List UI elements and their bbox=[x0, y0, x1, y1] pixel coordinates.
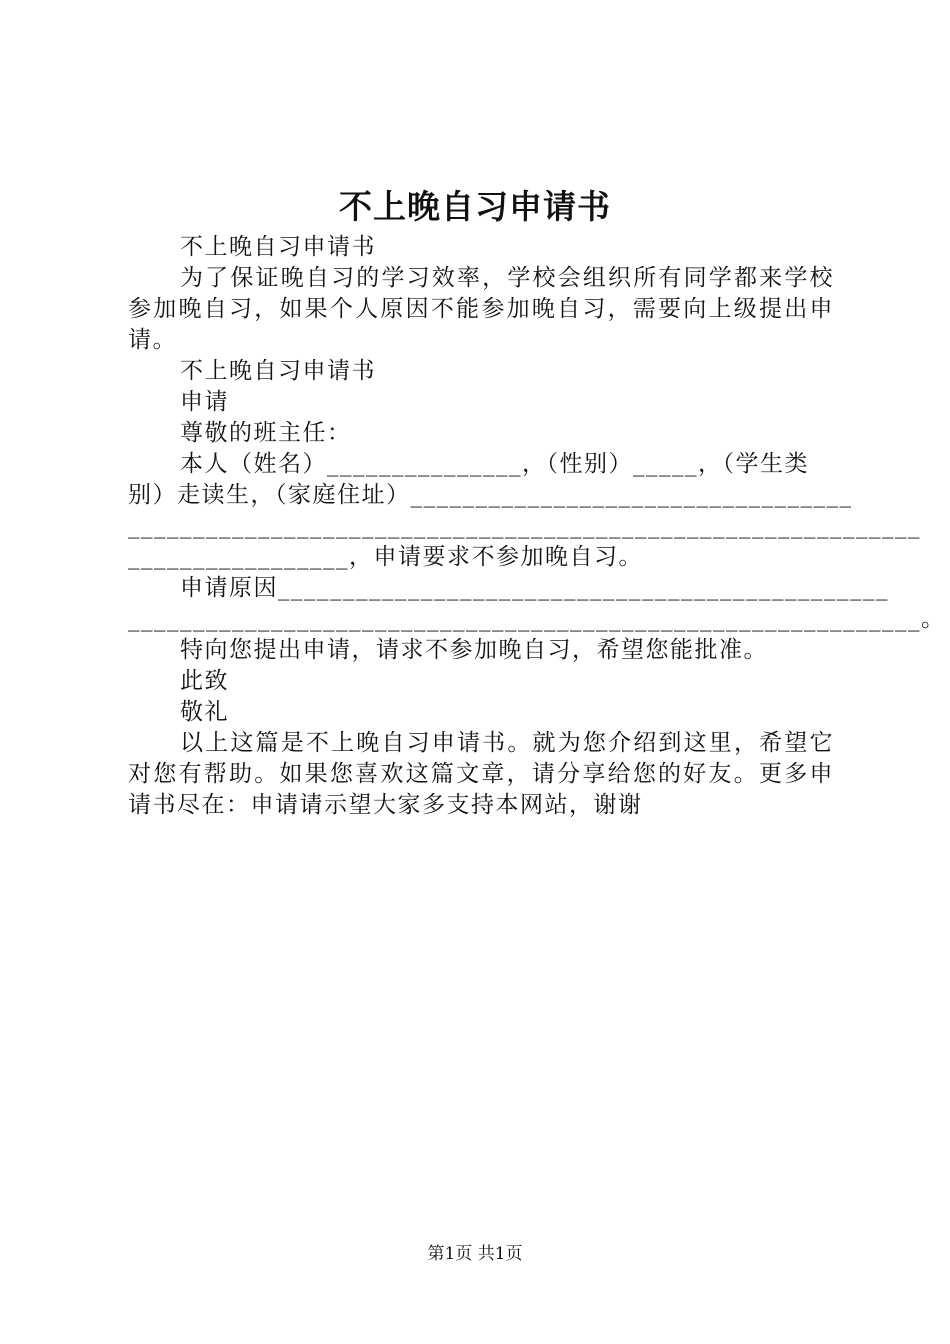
paragraph-request: 特向您提出申请，请求不参加晚自习，希望您能批准。 bbox=[180, 637, 768, 663]
label-reason: 申请原因 bbox=[180, 575, 278, 601]
document-title: 不上晚自习申请书 bbox=[339, 187, 611, 226]
paragraph-apply: 申请 bbox=[180, 389, 229, 415]
label-student-type: ，（学生类 bbox=[698, 451, 809, 477]
salutation: 尊敬的班主任： bbox=[180, 420, 352, 446]
reason-end-mark: 。 bbox=[921, 606, 946, 632]
blank-gender: _____ bbox=[633, 451, 698, 477]
request-text: ，申请要求不参加晚自习。 bbox=[349, 544, 643, 570]
label-name: 本人（姓名） bbox=[180, 451, 327, 477]
blank-address-3: _________________ bbox=[128, 544, 349, 570]
closing-2: 敬礼 bbox=[180, 699, 229, 725]
form-line-address-2: _____________________________________________________________ bbox=[128, 513, 921, 539]
form-line-reason-2 bbox=[128, 604, 946, 635]
label-address: 别）走读生，（家庭住址） bbox=[128, 482, 411, 508]
label-gender: ，（性别） bbox=[522, 451, 633, 477]
form-line-name bbox=[128, 449, 834, 480]
form-line-request bbox=[128, 542, 834, 573]
blank-address-1: __________________________________ bbox=[410, 482, 853, 508]
page-footer: 第1页 共1页 bbox=[427, 1244, 523, 1264]
paragraph-intro: 为了保证晚自习的学习效率，学校会组织所有同学都来学校参加晚自习，如果个人原因不能参加晚自习，需要向上级提出申请。 bbox=[128, 265, 834, 353]
blank-reason-1: _______________________________________________ bbox=[278, 575, 889, 601]
blank-name: _______________ bbox=[327, 451, 522, 477]
form-line-reason bbox=[128, 573, 889, 604]
form-line-address bbox=[128, 480, 853, 511]
paragraph-heading-repeat-2: 不上晚自习申请书 bbox=[180, 358, 376, 384]
blank-reason-2: _____________________________________________________________ bbox=[128, 606, 921, 632]
closing-1: 此致 bbox=[180, 668, 229, 694]
paragraph-end: 以上这篇是不上晚自习申请书。就为您介绍到这里，希望它对您有帮助。如果您喜欢这篇文章，请分享给您的好友。更多申请书尽在：申请请示望大家多支持本网站，谢谢 bbox=[128, 730, 834, 818]
document-body bbox=[128, 232, 946, 821]
paragraph-heading-repeat: 不上晚自习申请书 bbox=[180, 234, 376, 260]
